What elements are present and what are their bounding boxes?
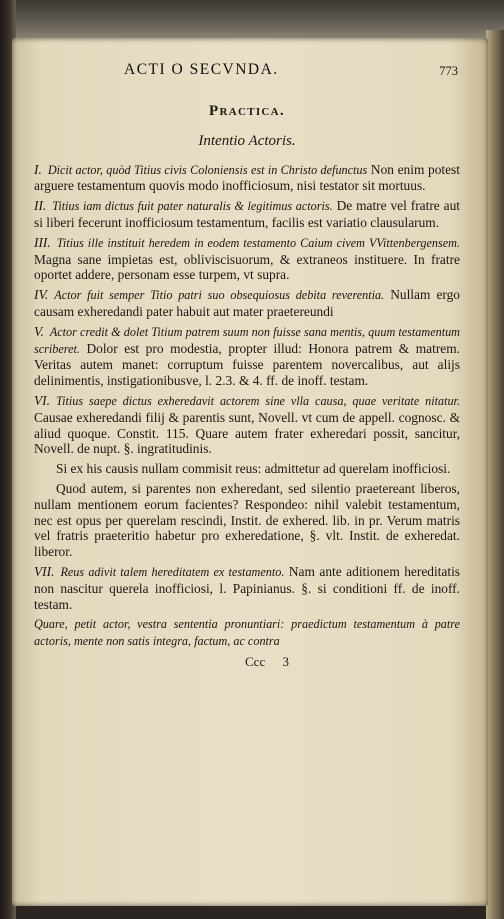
paragraph-7: Si ex his causis nullam commisit reus: admittetur ad querelam inofficiosi.: [56, 461, 451, 477]
binding-top: [0, 0, 504, 40]
paragraph-3: III. Titius ille instituit heredem in eodem testamento Caium civem VVittenbergensem. Magna sane impietas est, obliviscisuorum, & extraneos instituere. In fratre oportet addere, personam esse turpem, vt supra.: [34, 234, 460, 283]
paragraph-10: Quare, petit actor, vestra sententia pronuntiari: praedictum testamentum à patre actoris, mente non satis integra, factum, ac contra: [34, 617, 460, 649]
paragraph-2: II. Titius iam dictus fuit pater naturalis & legitimus actoris. De matre vel fratre aut si liberi fecerunt inofficiosum testamentum, facilis est variatio clausularum.: [34, 198, 460, 230]
paragraph-9: VII. Reus adivit talem hereditatem ex testamento. Nam ante aditionem hereditatis non nascitur querela inofficiosi, l. Papinianus. §. si conditioni ff. de inoff. testam.: [34, 563, 461, 612]
paragraph-4: IV. Actor fuit semper Titio patri suo obsequiosus debita reverentia. Nullam ergo causam exheredandi pater habuit aut mater praetereundi: [34, 287, 460, 319]
paragraph-1: I. Dicit actor, quòd Titius civis Coloniensis est in Christo defunctus Non enim potest arguere testamentum quovis modo inofficiosum, nisi testator sit mortuus.: [34, 161, 460, 194]
signature-mark: Ccc: [245, 653, 266, 669]
paragraph-5: V. Actor credit & dolet Titium patrem suum non fuisse sana mentis, quum testamentum scriberet. Dolor est pro modestia, propter illud: Honora patrem & matrem. Veritas autem manet: corruptum fuisse parentem novercalibus, aut alijs delinimentis, instigationibusve, l. 2.3. & 4. ff. de inoff. testam.: [34, 323, 460, 389]
paragraph-8: Quod autem, si parentes non exheredant, sed silentio praetereant liberos, nullam mentionem eorum facientes? Respondeo: nihil valebit testamentum, nec est opus per querelam rescindi, Instit. de exhered. lib. in pr. Verum matris vel fratris praeteritio habetur pro exheredatione, §. vlt. Instit. de exheredat. liberor.: [34, 480, 460, 560]
section-title: Practica.: [209, 103, 285, 119]
page-number: 773: [439, 64, 458, 78]
signature-number: 3: [282, 653, 289, 669]
page-edges: [486, 30, 504, 919]
page-footer: [34, 654, 460, 670]
running-head: ACTI O SECVNDA.: [124, 61, 279, 78]
page-content: [34, 62, 460, 902]
subtitle: Intentio Actoris.: [198, 132, 296, 149]
paragraph-6: VI. Titius saepe dictus exheredavit actorem sine vlla causa, quae veritate nitatur. Causae exheredandi filij & parentis sunt, Novell. vt cum de appell. cognosc. & aliud quoque. Constit. 115. Quare autem frater exheredari possit, sancitur, Novell. de nupt. §. ingratitudinis.: [34, 392, 460, 457]
page-header: [34, 62, 460, 88]
